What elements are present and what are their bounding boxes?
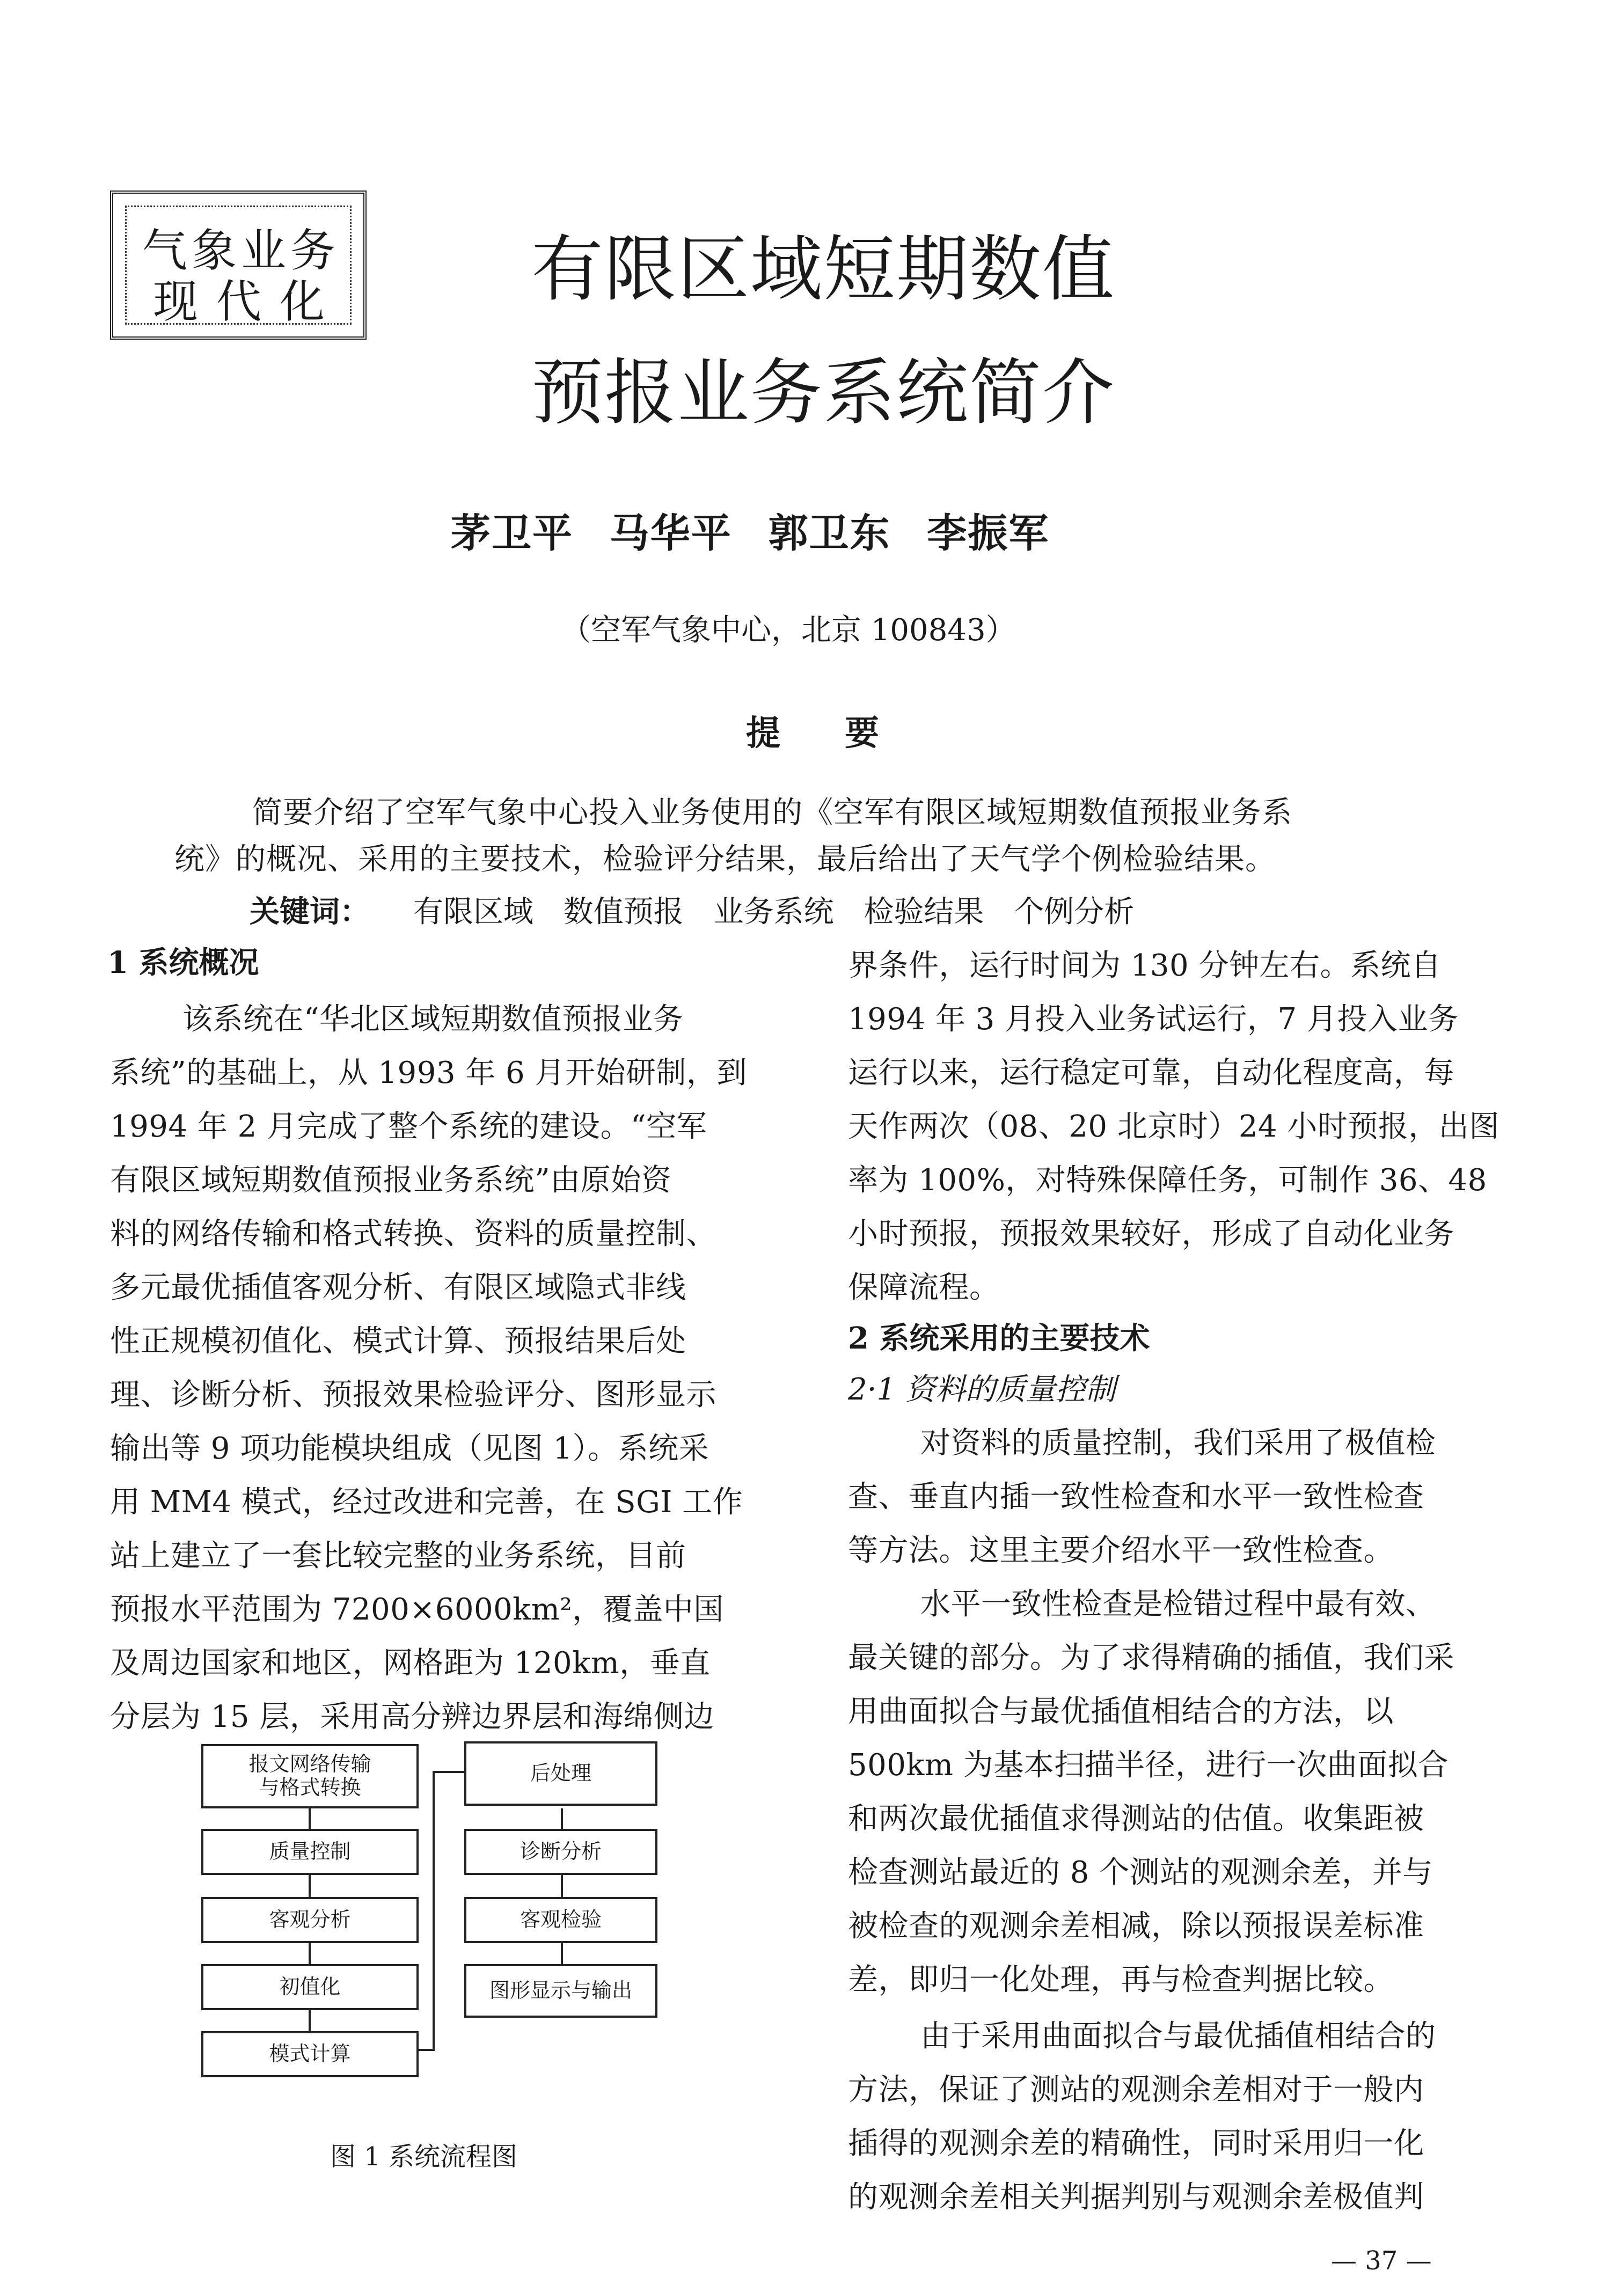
flow-box-model-run: 模式计算 (201, 2031, 419, 2077)
body-line: 方法，保证了测站的观测余差相对于一般内 (848, 2072, 1424, 2107)
body-line: 理、诊断分析、预报效果检验评分、图形显示 (110, 1378, 716, 1412)
page-number: — 37 — (1331, 2246, 1432, 2276)
column-badge-line2: 现代化 (153, 275, 343, 328)
keywords: 有限区域 数值预报 业务系统 检验结果 个例分析 (413, 895, 1135, 929)
body-line: 查、垂直内插一致性检查和水平一致性检查 (848, 1479, 1424, 1514)
title-line2: 预报业务系统简介 (531, 351, 1116, 435)
flow-box-initialization: 初值化 (201, 1964, 419, 2010)
affiliation: （空军气象中心，北京 100843） (561, 613, 1016, 648)
body-line: 用 MM4 模式，经过改进和完善，在 SGI 工作 (110, 1485, 743, 1520)
body-line: 保障流程。 (848, 1270, 1000, 1305)
body-line: 由于采用曲面拟合与最优插值相结合的 (920, 2019, 1436, 2054)
flow-box-diagnosis: 诊断分析 (464, 1829, 657, 1875)
figure-caption: 图 1 系统流程图 (330, 2142, 518, 2172)
flow-connector (433, 1771, 465, 1773)
body-line: 天作两次（08、20 北京时）24 小时预报，出图 (848, 1109, 1499, 1144)
body-line: 水平一致性检查是检错过程中最有效、 (920, 1587, 1436, 1622)
section2-heading: 2 系统采用的主要技术 (848, 1321, 1150, 1356)
body-line: 运行以来，运行稳定可靠，自动化程度高，每 (848, 1056, 1454, 1090)
subsection-heading: 2·1 资料的质量控制 (848, 1372, 1116, 1407)
body-line: 分层为 15 层，采用高分辨边界层和海绵侧边 (110, 1699, 714, 1734)
body-line: 多元最优插值客观分析、有限区域隐式非线 (110, 1270, 686, 1305)
flow-box-verification: 客观检验 (464, 1897, 657, 1943)
flow-connector (433, 1771, 435, 2051)
body-line: 系统”的基础上，从 1993 年 6 月开始研制，到 (110, 1056, 747, 1090)
body-line: 等方法。这里主要介绍水平一致性检查。 (848, 1533, 1394, 1568)
body-line: 预报水平范围为 7200×6000km²，覆盖中国 (110, 1592, 724, 1627)
flow-box-graphics-output: 图形显示与输出 (464, 1964, 657, 2018)
keywords-label: 关键词： (250, 894, 370, 929)
body-line: 1994 年 3 月投入业务试运行，7 月投入业务 (848, 1002, 1459, 1037)
flow-box-quality-control: 质量控制 (201, 1829, 419, 1875)
body-line: 和两次最优插值求得测站的估值。收集距被 (848, 1801, 1424, 1836)
body-line: 料的网络传输和格式转换、资料的质量控制、 (110, 1217, 716, 1251)
body-line: 输出等 9 项功能模块组成（见图 1）。系统采 (110, 1431, 709, 1466)
abstract-heading: 提要 (746, 713, 943, 753)
body-line: 用曲面拟合与最优插值相结合的方法，以 (848, 1694, 1394, 1729)
section1-heading: 1 系统概况 (107, 945, 259, 980)
body-line: 站上建立了一套比较完整的业务系统，目前 (110, 1539, 686, 1573)
flow-box-objective-analysis: 客观分析 (201, 1897, 419, 1943)
body-line: 1994 年 2 月完成了整个系统的建设。“空军 (110, 1109, 707, 1144)
flow-box-transmission: 报文网络传输 与格式转换 (201, 1744, 419, 1808)
column-badge-line1: 气象业务 (142, 224, 340, 277)
body-line: 最关键的部分。为了求得精确的插值，我们采 (848, 1640, 1454, 1675)
body-line: 该系统在“华北区域短期数值预报业务 (182, 1002, 684, 1037)
abstract-line2: 统》的概况、采用的主要技术，检验评分结果，最后给出了天气学个例检验结果。 (174, 842, 1276, 877)
body-line: 差，即归一化处理，再与检查判据比较。 (848, 1962, 1394, 1997)
body-line: 小时预报，预报效果较好，形成了自动化业务 (848, 1217, 1454, 1251)
body-line: 界条件，运行时间为 130 分钟左右。系统自 (848, 948, 1442, 983)
authors: 茅卫平 马华平 郭卫东 李振军 (451, 510, 1050, 556)
body-line: 率为 100%，对特殊保障任务，可制作 36、48 (848, 1163, 1487, 1198)
body-line: 及周边国家和地区，网格距为 120km，垂直 (110, 1646, 711, 1681)
body-line: 有限区域短期数值预报业务系统”由原始资 (110, 1163, 672, 1198)
body-line: 被检查的观测余差相减，除以预报误差标准 (848, 1909, 1424, 1944)
body-line: 检查测站最近的 8 个测站的观测余差，并与 (848, 1855, 1433, 1890)
body-line: 500km 为基本扫描半径，进行一次曲面拟合 (848, 1748, 1449, 1783)
body-line: 性正规模初值化、模式计算、预报结果后处 (110, 1324, 686, 1359)
body-line: 的观测余差相关判据判别与观测余差极值判 (848, 2180, 1424, 2215)
body-line: 对资料的质量控制，我们采用了极值检 (920, 1426, 1436, 1461)
flow-box-postprocess: 后处理 (464, 1741, 657, 1806)
body-line: 插得的观测余差的精确性，同时采用归一化 (848, 2126, 1424, 2161)
abstract-line1: 简要介绍了空军气象中心投入业务使用的《空军有限区域短期数值预报业务系 (252, 795, 1292, 830)
title-line1: 有限区域短期数值 (531, 228, 1116, 311)
